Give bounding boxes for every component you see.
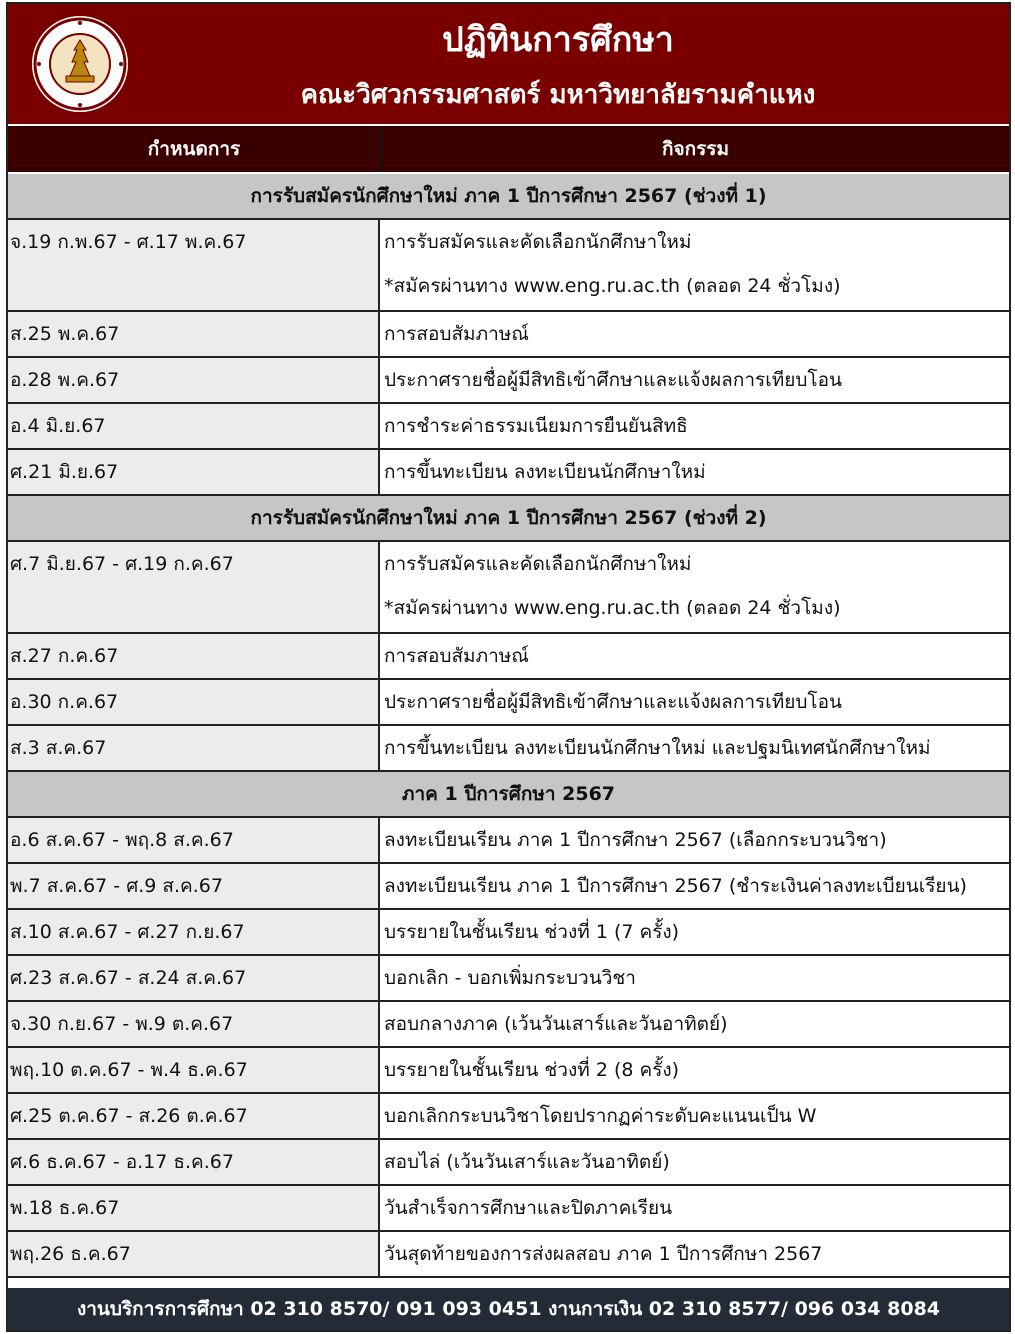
- activity-text: บอกเลิกกระบนวิชาโดยปรากฏค่าระดับคะแนนเป็น W: [384, 1105, 817, 1127]
- date-cell: พฤ.26 ธ.ค.67: [8, 1232, 380, 1276]
- date-cell: ศ.7 มิ.ย.67 - ศ.19 ก.ค.67: [8, 542, 380, 632]
- date-cell: ส.27 ก.ค.67: [8, 634, 380, 678]
- activity-text: การรับสมัครและคัดเลือกนักศึกษาใหม่: [384, 553, 692, 575]
- date-cell: จ.19 ก.พ.67 - ศ.17 พ.ค.67: [8, 220, 380, 310]
- date-cell: ศ.21 มิ.ย.67: [8, 450, 380, 494]
- section-header-row: การรับสมัครนักศึกษาใหม่ ภาค 1 ปีการศึกษา 2567 (ช่วงที่ 1): [8, 174, 1009, 220]
- table-row: [8, 634, 1009, 680]
- table-row: [8, 910, 1009, 956]
- activity-cell: [382, 542, 1009, 632]
- activity-cell: [382, 450, 1009, 494]
- activity-text: ลงทะเบียนเรียน ภาค 1 ปีการศึกษา 2567 (เลือกกระบวนวิชา): [384, 829, 887, 851]
- activity-cell: [382, 220, 1009, 310]
- activity-text: การสอบสัมภาษณ์: [384, 645, 529, 667]
- page-subtitle: คณะวิศวกรรมศาสตร์ มหาวิทยาลัยรามคำแหง: [300, 80, 816, 110]
- activity-text: วันสำเร็จการศึกษาและปิดภาคเรียน: [384, 1197, 673, 1219]
- date-cell: อ.6 ส.ค.67 - พฤ.8 ส.ค.67: [8, 818, 380, 862]
- table-row: [8, 404, 1009, 450]
- page-title: ปฏิทินการศึกษา: [442, 20, 674, 60]
- activity-cell: [382, 1002, 1009, 1046]
- activity-text: ประกาศรายชื่อผู้มีสิทธิเข้าศึกษาและแจ้งผลการเทียบโอน: [384, 369, 843, 391]
- calendar-table-body: [8, 174, 1009, 1278]
- date-cell: ศ.6 ธ.ค.67 - อ.17 ธ.ค.67: [8, 1140, 380, 1184]
- activity-cell: [382, 312, 1009, 356]
- table-row: [8, 726, 1009, 772]
- activity-cell: [382, 680, 1009, 724]
- table-row: [8, 956, 1009, 1002]
- activity-cell: [382, 956, 1009, 1000]
- date-cell: ศ.25 ต.ค.67 - ส.26 ต.ค.67: [8, 1094, 380, 1138]
- activity-text: การสอบสัมภาษณ์: [384, 323, 529, 345]
- table-row: [8, 1186, 1009, 1232]
- activity-text: วันสุดท้ายของการส่งผลสอบ ภาค 1 ปีการศึกษา 2567: [384, 1243, 823, 1265]
- table-row: [8, 1094, 1009, 1140]
- activity-text: สอบไล่ (เว้นวันเสาร์และวันอาทิตย์): [384, 1151, 670, 1173]
- faculty-seal-icon: [30, 14, 130, 114]
- contact-footer: งานบริการการศึกษา 02 310 8570/ 091 093 0451 งานการเงิน 02 310 8577/ 096 034 8084: [8, 1288, 1009, 1330]
- date-cell: พ.7 ส.ค.67 - ศ.9 ส.ค.67: [8, 864, 380, 908]
- table-row: [8, 312, 1009, 358]
- table-row: [8, 680, 1009, 726]
- activity-text: *สมัครผ่านทาง www.eng.ru.ac.th (ตลอด 24 ชั่วโมง): [384, 597, 841, 619]
- activity-text: บรรยายในชั้นเรียน ช่วงที่ 1 (7 ครั้ง): [384, 921, 680, 943]
- section-header-row: ภาค 1 ปีการศึกษา 2567: [8, 772, 1009, 818]
- table-row: [8, 358, 1009, 404]
- activity-cell: [382, 1140, 1009, 1184]
- activity-cell: [382, 1186, 1009, 1230]
- date-cell: อ.30 ก.ค.67: [8, 680, 380, 724]
- table-row: [8, 1140, 1009, 1186]
- activity-cell: [382, 726, 1009, 770]
- activity-text: การรับสมัครและคัดเลือกนักศึกษาใหม่: [384, 231, 692, 253]
- column-header-activity: กิจกรรม: [661, 138, 730, 160]
- table-row: [8, 1048, 1009, 1094]
- activity-text: บอกเลิก - บอกเพิ่มกระบวนวิชา: [384, 967, 636, 989]
- header-banner: [8, 4, 1009, 124]
- activity-text: ลงทะเบียนเรียน ภาค 1 ปีการศึกษา 2567 (ชำระเงินค่าลงทะเบียนเรียน): [384, 875, 967, 897]
- table-row: [8, 1002, 1009, 1048]
- activity-cell: [382, 1094, 1009, 1138]
- column-header-date: กำหนดการ: [8, 126, 382, 172]
- date-cell: พ.18 ธ.ค.67: [8, 1186, 380, 1230]
- table-row: [8, 864, 1009, 910]
- date-cell: ส.25 พ.ค.67: [8, 312, 380, 356]
- date-cell: ส.3 ส.ค.67: [8, 726, 380, 770]
- column-header-row: [8, 126, 1009, 172]
- date-cell: พฤ.10 ต.ค.67 - พ.4 ธ.ค.67: [8, 1048, 380, 1092]
- activity-cell: [382, 818, 1009, 862]
- date-cell: อ.28 พ.ค.67: [8, 358, 380, 402]
- activity-cell: [382, 864, 1009, 908]
- activity-cell: [382, 910, 1009, 954]
- activity-text: *สมัครผ่านทาง www.eng.ru.ac.th (ตลอด 24 ชั่วโมง): [384, 275, 841, 297]
- activity-text: การชำระค่าธรรมเนียมการยืนยันสิทธิ: [384, 415, 688, 437]
- activity-cell: [382, 358, 1009, 402]
- activity-text: การขึ้นทะเบียน ลงทะเบียนนักศึกษาใหม่: [384, 461, 706, 483]
- activity-cell: [382, 1048, 1009, 1092]
- table-row: [8, 450, 1009, 496]
- activity-cell: [382, 1232, 1009, 1276]
- table-row: [8, 1232, 1009, 1278]
- calendar-page: [6, 2, 1011, 1332]
- activity-text: การขึ้นทะเบียน ลงทะเบียนนักศึกษาใหม่ และปฐมนิเทศนักศึกษาใหม่: [384, 737, 931, 759]
- table-row: [8, 542, 1009, 634]
- section-header-row: การรับสมัครนักศึกษาใหม่ ภาค 1 ปีการศึกษา 2567 (ช่วงที่ 2): [8, 496, 1009, 542]
- date-cell: จ.30 ก.ย.67 - พ.9 ต.ค.67: [8, 1002, 380, 1046]
- table-row: [8, 220, 1009, 312]
- activity-cell: [382, 404, 1009, 448]
- date-cell: ศ.23 ส.ค.67 - ส.24 ส.ค.67: [8, 956, 380, 1000]
- activity-text: ประกาศรายชื่อผู้มีสิทธิเข้าศึกษาและแจ้งผลการเทียบโอน: [384, 691, 843, 713]
- activity-text: สอบกลางภาค (เว้นวันเสาร์และวันอาทิตย์): [384, 1013, 728, 1035]
- date-cell: อ.4 มิ.ย.67: [8, 404, 380, 448]
- activity-cell: [382, 634, 1009, 678]
- date-cell: ส.10 ส.ค.67 - ศ.27 ก.ย.67: [8, 910, 380, 954]
- table-row: [8, 818, 1009, 864]
- activity-text: บรรยายในชั้นเรียน ช่วงที่ 2 (8 ครั้ง): [384, 1059, 680, 1081]
